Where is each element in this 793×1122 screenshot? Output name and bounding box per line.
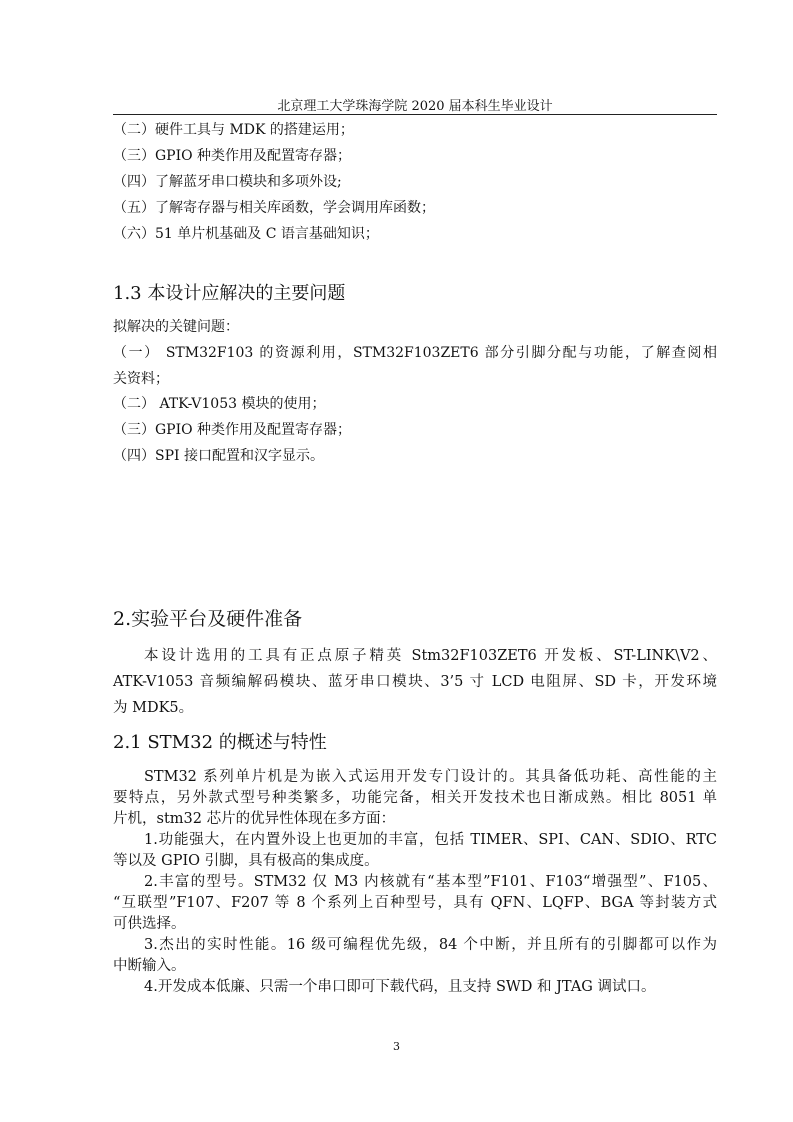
section-heading-2-1: 2.1 STM32 的概述与特性 bbox=[113, 732, 327, 753]
list-item: （六）51 单片机基础及 C 语言基础知识； bbox=[113, 226, 379, 242]
body-line: 中断输入。 bbox=[113, 958, 186, 974]
body-line: 4.开发成本低廉、只需一个串口即可下载代码，且支持 SWD 和 JTAG 调试口。 bbox=[144, 979, 656, 995]
section-heading-1-3: 1.3 本设计应解决的主要问题 bbox=[113, 283, 346, 304]
body-line: 等以及 GPIO 引脚，具有极高的集成度。 bbox=[113, 853, 379, 869]
body-line: STM32 系列单片机是为嵌入式运用开发专门设计的。其具备低功耗、高性能的主 bbox=[144, 769, 717, 785]
body-line: “互联型”F107、F207 等 8 个系列上百种型号，具有 QFN、LQFP、BGA 等封装方式 bbox=[113, 895, 717, 911]
body-line: 本设计选用的工具有正点原子精英 Stm32F103ZET6 开发板、ST-LINK\V2、 bbox=[144, 648, 717, 664]
list-item: （四）了解蓝牙串口模块和多项外设; bbox=[113, 174, 342, 190]
section-heading-2: 2.实验平台及硬件准备 bbox=[113, 608, 303, 630]
body-line: ATK-V1053 音频编解码模块、蓝牙串口模块、3’5 寸 LCD 电阻屏、SD 卡，开发环境 bbox=[113, 674, 717, 690]
header-divider bbox=[113, 114, 717, 115]
body-line: （一） STM32F103 的资源利用，STM32F103ZET6 部分引脚分配与功能，了解查阅相 bbox=[113, 345, 717, 361]
body-line: 1.功能强大，在内置外设上也更加的丰富，包括 TIMER、SPI、CAN、SDIO、RTC bbox=[144, 832, 717, 848]
body-line: 可供选择。 bbox=[113, 916, 186, 932]
list-item: （三）GPIO 种类作用及配置寄存器； bbox=[113, 148, 352, 164]
list-item: （二）硬件工具与 MDK 的搭建运用； bbox=[113, 122, 354, 138]
body-line: 要特点，另外款式型号种类繁多，功能完备，相关开发技术也日渐成熟。相比 8051 单 bbox=[113, 790, 717, 806]
list-item: （五）了解寄存器与相关库函数，学会调用库函数； bbox=[113, 200, 435, 216]
body-line: 关资料； bbox=[113, 371, 169, 387]
body-line: 为 MDK5。 bbox=[113, 700, 194, 716]
body-line: 片机，stm32 芯片的优异性体现在多方面： bbox=[113, 811, 396, 827]
body-line: 拟解决的关键问题： bbox=[113, 319, 239, 335]
body-line: （三）GPIO 种类作用及配置寄存器； bbox=[113, 422, 352, 438]
page-number: 3 bbox=[393, 1040, 400, 1053]
body-line: 3.杰出的实时性能。16 级可编程优先级，84 个中断，并且所有的引脚都可以作为 bbox=[144, 937, 717, 953]
body-line: （四）SPI 接口配置和汉字显示。 bbox=[113, 448, 324, 464]
page-header: 北京理工大学珠海学院 2020 届本科生毕业设计 bbox=[277, 99, 553, 114]
body-line: （二） ATK-V1053 模块的使用； bbox=[113, 396, 326, 412]
body-line: 2.丰富的型号。STM32 仅 M3 内核就有“基本型”F101、F103“增强型”、F105、 bbox=[144, 874, 717, 890]
